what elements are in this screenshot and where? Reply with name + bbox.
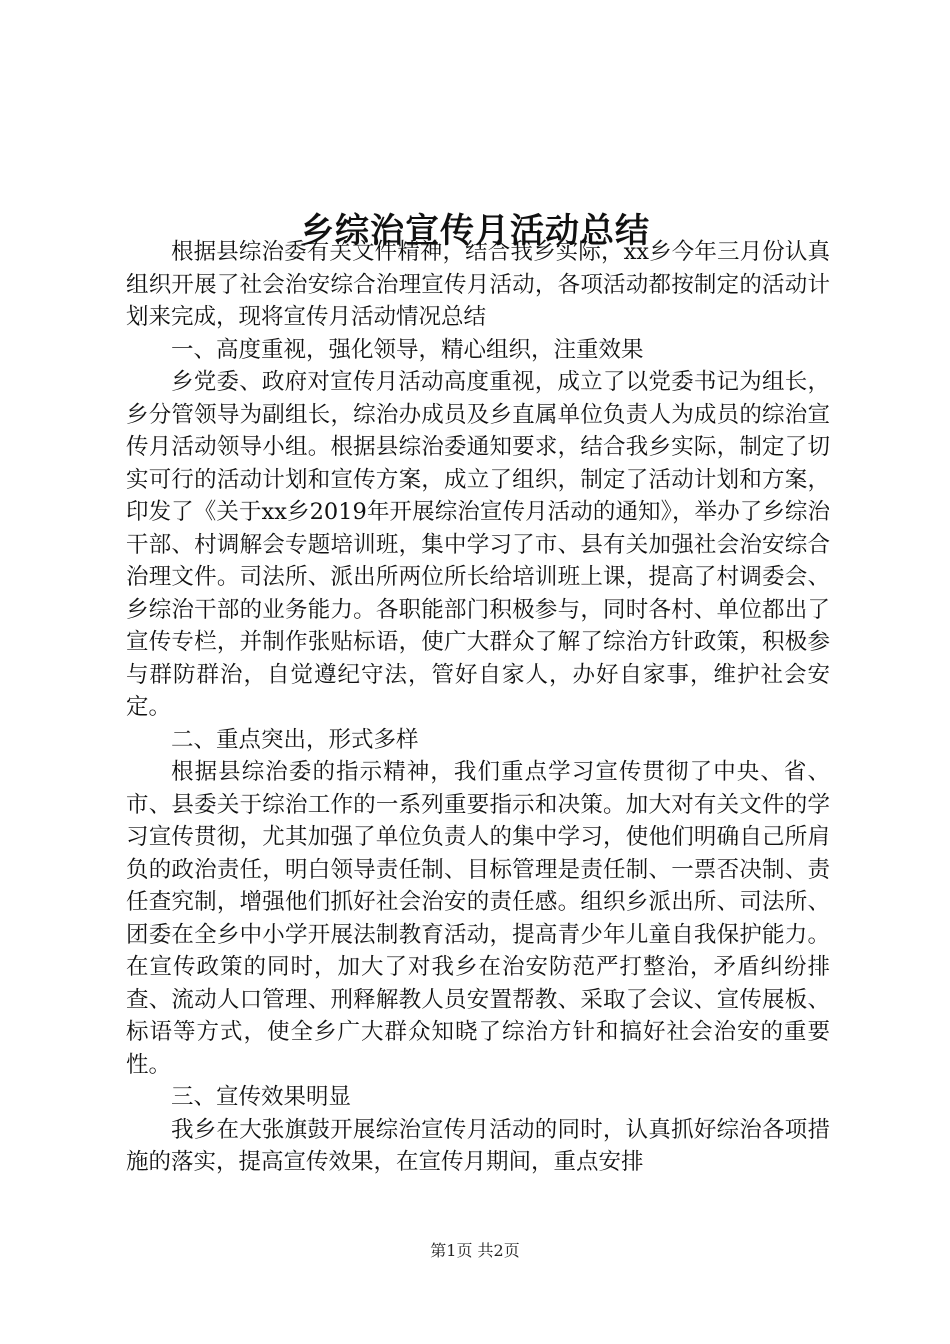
section-1-paragraph: 乡党委、政府对宣传月活动高度重视，成立了以党委书记为组长，乡分管领导为副组长，综治办成员及乡直属单位负责人为成员的综治宣传月活动领导小组。根据县综治委通知要求，结合我乡实际，制定了切实可行的活动计划和宣传方案，成立了组织，制定了活动计划和方案，印发了《关于xx乡2019年开展综治宣传月活动的通知》，举办了乡综治干部、村调解会专题培训班，集中学习了市、县有关加强社会治安综合治理文件。司法所、派出所两位所长给培训班上课，提高了村调委会、乡综治干部的业务能力。各职能部门积极参与，同时各村、单位都出了宣传专栏，并制作张贴标语，使广大群众了解了综治方针政策，积极参与群防群治，自觉遵纪守法，管好自家人，办好自家事，维护社会安定。: [126, 369, 830, 720]
section-2-paragraph: 根据县综治委的指示精神，我们重点学习宣传贯彻了中央、省、市、县委关于综治工作的一系列重要指示和决策。加大对有关文件的学习宣传贯彻，尤其加强了单位负责人的集中学习，使他们明确自己所肩负的政治责任，明白领导责任制、目标管理是责任制、一票否决制、责任查究制，增强他们抓好社会治安的责任感。组织乡派出所、司法所、团委在全乡中小学开展法制教育活动，提高青少年儿童自我保护能力。在宣传政策的同时，加大了对我乡在治安防范严打整治，矛盾纠纷排查、流动人口管理、刑释解教人员安置帮教、采取了会议、宣传展板、标语等方式，使全乡广大群众知晓了综治方针和搞好社会治安的重要性。: [126, 759, 830, 1078]
section-3-heading: 三、宣传效果明显: [171, 1084, 352, 1110]
page-number-footer: 第1页 共2页: [430, 1241, 520, 1260]
section-2-heading: 二、重点突出，形式多样: [171, 726, 419, 753]
document-body: [126, 236, 830, 1179]
section-3-paragraph: 我乡在大张旗鼓开展综治宣传月活动的同时，认真抓好综治各项措施的落实，提高宣传效果，在宣传月期间，重点安排: [126, 1116, 830, 1175]
document-title: 乡综治宣传月活动总结: [300, 210, 650, 251]
section-1-heading: 一、高度重视，强化领导，精心组织，注重效果: [171, 336, 644, 363]
intro-paragraph: 根据县综治委有关文件精神，结合我乡实际，xx乡今年三月份认真组织开展了社会治安综合治理宣传月活动，各项活动都按制定的活动计划来完成，现将宣传月活动情况总结: [126, 239, 830, 330]
